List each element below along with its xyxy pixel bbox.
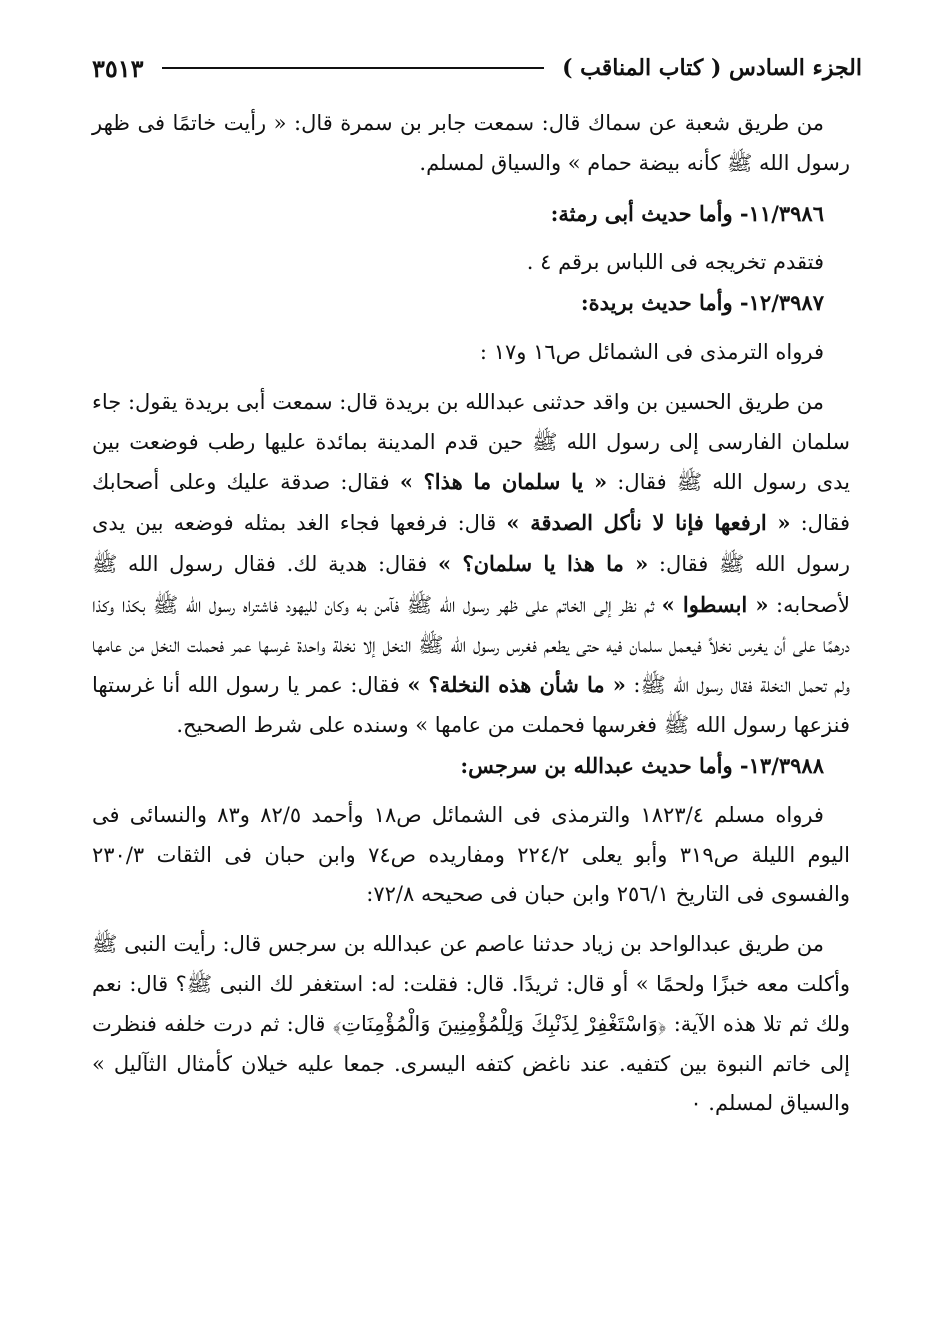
text-segment: ١٣/٣٩٨٨- وأما حديث عبدالله بن سرجس: [460, 752, 824, 778]
header-rule [162, 67, 545, 69]
text-segment: ١٢/٣٩٨٧- وأما حديث بريدة: [580, 290, 824, 316]
text-segment: فتقدم تخريجه فى اللباس برقم ٤ . [526, 250, 824, 275]
quoted-hadith-text: « ابسطوا » [661, 591, 769, 617]
section-heading [92, 283, 850, 323]
paragraph [92, 104, 850, 184]
paragraph [92, 333, 850, 373]
text-segment: من طريق عبدالواحد بن زياد حدثنا عاصم عن عبدالله بن سرجس قال: رأيت النبى ﷺ وأكلت معه خبزًا ولحمًا » أو قال: ثريدًا. قال: فقلت: له: استغفر لك النبى ﷺ؟ قال: نعم ولك ثم تلا هذه الآية: ﴿وَاسْتَغْفِرْ لِذَنْبِكَ وَلِلْمُؤْمِنِينَ وَالْمُؤْمِنَاتِ﴾ قال: ثم درت خلفه فنظرت إلى خاتم النبوة بين كتفيه. عند ناغض كتفه اليسرى. جمعا عليه خيلان كأمثال الثآليل » والسياق لمسلم. ٠ [92, 932, 850, 1116]
paragraph [92, 383, 850, 746]
text-segment: فقال: عمر يا رسول الله أنا غرستها فنزعها رسول الله ﷺ فغرسها فحملت من عامها » وسنده على شرط الصحيح. [92, 673, 850, 738]
text-segment: ١١/٣٩٨٦- وأما حديث أبى رمثة: [550, 200, 824, 226]
text-segment: من طريق الحسين بن واقد حدثنى عبدالله بن بريدة قال: سمعت أبى بريدة يقول: جاء سلمان الفارسى إلى رسول الله ﷺ حين قدم المدينة بمائدة عليها رطب فوضعت بين يدى رسول الله ﷺ فقال: [92, 389, 850, 495]
text-segment: ثم نظر إلى الخاتم على ظهر رسول الله ﷺ فآمن به وكان لليهود فاشتراه رسول الله ﷺ بكذا وكذا درهمًا على أن يغرس نخلاً فيعمل سلمان فيه حتى يطعم فغرس رسول الله ﷺ النخل إلا نخلة واحدة غرسها عمر فحملت النخل من عامها ولم تحمل النخلة فقال رسول الله ﷺ: [92, 592, 850, 698]
text-segment: قال: فرفعها فجاء الغد بمثله فوضعه بين يدى رسول الله ﷺ فقال: [92, 511, 850, 576]
text-segment: من طريق شعبة عن سماك قال: سمعت جابر بن سمرة قال: « رأيت خاتمًا فى ظهر رسول الله ﷺ كأنه بيضة حمام » والسياق لمسلم. [92, 111, 850, 175]
section-heading [92, 194, 850, 234]
quoted-hadith-text: « ما شأن هذه النخلة؟ » [407, 672, 626, 698]
text-segment: فرواه الترمذى فى الشمائل ص١٦ و١٧ : [479, 339, 824, 364]
section-heading [92, 746, 850, 786]
page-number: ٣٥١٣ [92, 53, 144, 83]
paragraph [92, 925, 850, 1124]
quoted-hadith-text: « ارفعها فإنا لا نأكل الصدقة » [506, 510, 791, 536]
paragraph [92, 796, 850, 915]
running-title: الجزء السادس ( كتاب المناقب ) [562, 55, 862, 81]
text-segment: فقال: صدقة عليك وعلى أصحابك فقال: [92, 470, 851, 536]
text-segment: فرواه مسلم ١٨٢٣/٤ والترمذى فى الشمائل ص١٨ وأحمد ٨٢/٥ و٨٣ والنسائى فى اليوم الليلة ص٣١٩ وأبو يعلى ٢٢٤/٢ ومفاريده ص٧٤ وابن حبان فى الثقات ٢٣٠/٣ والفسوى فى التاريخ ٢٥٦/١ وابن حبان فى صحيحه ٧٢/٨: [92, 802, 850, 907]
page-body [92, 104, 850, 1124]
page-header [92, 48, 862, 88]
paragraph [92, 243, 850, 283]
quoted-hadith-text: « يا سلمان ما هذا؟ » [399, 469, 608, 495]
text-segment: فقال: هدية لك. فقال رسول الله ﷺ لأصحابه: [92, 551, 850, 617]
quoted-hadith-text: « ما هذا يا سلمان؟ » [438, 550, 649, 576]
